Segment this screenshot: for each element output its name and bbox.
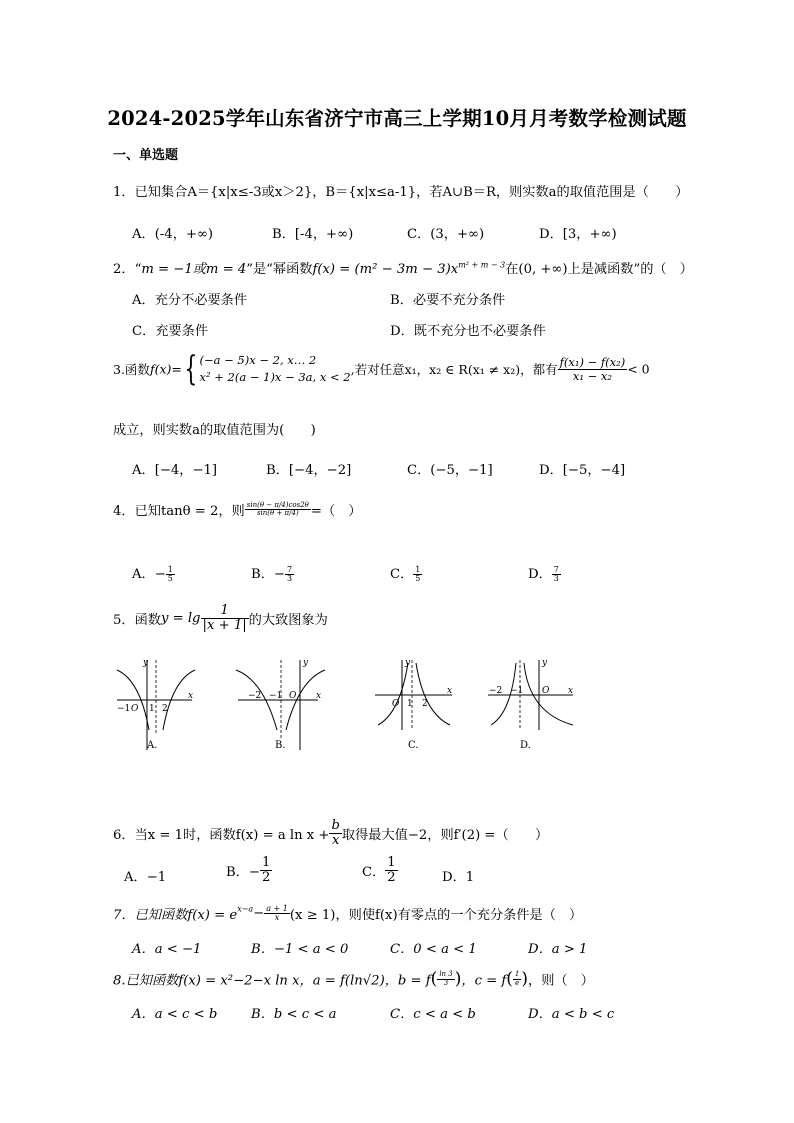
q2-option-b[interactable]: B．必要不充分条件 <box>390 293 506 308</box>
caption: A. <box>147 740 158 751</box>
q2-option-c[interactable]: C．充要条件 <box>132 324 209 339</box>
q4-stem <box>113 500 362 519</box>
q8-stem-d: ，则（ ） <box>528 973 594 989</box>
q3-option-a[interactable]: A．[−4，−1] <box>132 463 218 478</box>
q4-stem-b: =（ ） <box>310 504 362 519</box>
q7-option-b[interactable]: B．−1 < a < 0 <box>251 942 349 957</box>
q5-graph-a[interactable] <box>112 655 202 755</box>
q8-b-num: ln 3 <box>439 970 453 979</box>
frac-den: 3 <box>553 574 559 583</box>
frac-den: 3 <box>286 574 293 583</box>
q2-function: f(x) = (m² − 3m − 3)x <box>312 262 459 277</box>
q4-option-b[interactable] <box>251 563 294 583</box>
q7-minus: − <box>253 906 265 921</box>
q6-frac-den: x <box>331 832 340 848</box>
q6-option-a[interactable]: A．−1 <box>124 870 167 885</box>
q4-option-b-label: B．− <box>251 567 285 582</box>
q4-option-d[interactable] <box>528 563 561 583</box>
q6-option-b[interactable] <box>226 856 272 885</box>
q7-option-d[interactable]: D．a > 1 <box>528 942 588 957</box>
label-2: 2 <box>422 699 428 709</box>
caption: D. <box>520 740 531 751</box>
q4-option-c[interactable] <box>390 563 422 583</box>
q2-stem <box>113 258 693 277</box>
q8-c-den: e <box>515 978 520 987</box>
q5-graph-c[interactable] <box>372 655 462 755</box>
q6-option-c-frac <box>385 856 397 885</box>
q7-option-c[interactable]: C．0 < a < 1 <box>390 942 477 957</box>
label-y: y <box>303 658 309 668</box>
q8-option-a[interactable]: A．a < c < b <box>132 1007 218 1022</box>
q4-fraction <box>245 502 311 518</box>
q3-mid: ,若对任意x₁，x₂ ∈ R(x₁ ≠ x₂)，都有 <box>350 362 558 377</box>
q2-mid: ”是“幂函数 <box>246 262 313 277</box>
q4-option-a-label: A．− <box>132 567 166 582</box>
q2-option-a[interactable]: A．充分不必要条件 <box>132 293 248 308</box>
q5-frac-num: 1 <box>201 604 249 619</box>
label-origin: O <box>542 686 550 696</box>
q3-case-2: x² + 2(a − 1)x − 3a, x < 2 <box>199 370 351 384</box>
frac-num: 1 <box>261 855 271 870</box>
page-title: 2024-2025学年山东省济宁市高三上学期10月月考数学检测试题 <box>107 107 687 130</box>
q3-line2: 成立，则实数a的取值范围为( ) <box>113 423 316 438</box>
label-y: y <box>143 658 149 668</box>
q4-frac-num: sin(θ − π/4)cos2θ <box>246 500 309 509</box>
label-origin: O <box>289 691 297 701</box>
label-neg2: −2 <box>489 686 503 696</box>
label-x: x <box>447 686 453 696</box>
q6-option-b-frac <box>260 856 272 885</box>
q3-stem <box>113 349 650 389</box>
frac-num: 7 <box>553 564 559 574</box>
q2-suffix: 上是减函数”的（ ） <box>567 262 693 277</box>
q3-option-b[interactable]: B．[−4，−2] <box>266 463 352 478</box>
q3-frac-den: x₁ − x₂ <box>572 368 612 383</box>
q3-fx: f(x)= <box>149 361 182 377</box>
q3-cases <box>199 352 350 385</box>
q6-frac-num: b <box>331 818 340 833</box>
label-neg1: −1 <box>117 704 131 714</box>
q6-fraction <box>329 819 341 848</box>
label-origin: O <box>392 699 400 709</box>
q5-expr: y = lg <box>160 610 201 626</box>
curve-right <box>416 663 453 725</box>
q1-option-a[interactable]: A．(-4，+∞) <box>132 227 214 242</box>
q2-exponent: m² + m − 3 <box>458 260 506 270</box>
q6-stem-b: 取得最大值−2，则f′(2) =（ ） <box>341 827 549 843</box>
q4-option-a-frac <box>166 566 175 584</box>
q6-stem <box>113 819 548 848</box>
q2-domain: 在(0, +∞) <box>505 262 568 277</box>
q7-option-a[interactable]: A．a < −1 <box>132 942 202 957</box>
q8-stem-c: ，c = f <box>461 973 507 989</box>
q1-option-b[interactable]: B．[-4，+∞) <box>272 227 354 242</box>
q3-option-d[interactable]: D．[−5，−4] <box>539 463 626 478</box>
q8-stem-a: 8.已知函数f(x) = x²−2−x ln x，a = f(ln√2)，b = f <box>113 973 431 989</box>
label-x: x <box>568 686 574 696</box>
q8-c-num: 1 <box>514 970 520 979</box>
q7-exponent: x−a <box>237 904 254 914</box>
frac-num: 7 <box>286 564 293 574</box>
q6-option-c-label: C． <box>362 864 386 880</box>
label-x: x <box>316 691 322 701</box>
q5-stem-b: 的大致图象为 <box>248 612 328 628</box>
q8-b-fraction <box>437 971 454 987</box>
q5-graph-b[interactable] <box>233 655 328 755</box>
section-heading: 一、单选题 <box>113 148 179 163</box>
label-neg1: −1 <box>510 686 524 696</box>
label-y: y <box>542 658 548 668</box>
q7-stem <box>113 904 582 923</box>
q7-frac-den: x <box>274 913 280 922</box>
q3-brace: { <box>184 349 198 389</box>
q3-case-1: (−a − 5)x − 2, x… 2 <box>199 353 317 368</box>
q4-frac-den: sin(θ + π/4) <box>256 509 299 517</box>
q8-b-den: 3 <box>443 978 449 987</box>
q1-option-c[interactable]: C．(3，+∞) <box>407 227 485 242</box>
label-neg2: −2 <box>248 691 262 701</box>
q6-option-b-label: B．− <box>226 864 260 880</box>
q5-fraction <box>201 604 249 633</box>
label-origin: O <box>131 704 139 714</box>
q1-stem: 1．已知集合A＝{x|x≤-3或x＞2}，B＝{x|x≤a-1}，若A∪B＝R，则实数a的取值范围是（ ） <box>113 185 689 200</box>
frac-den: 5 <box>415 574 421 583</box>
q3-lead: 3.函数 <box>113 362 150 377</box>
q3-tail: < 0 <box>627 361 650 377</box>
q3-fraction <box>558 356 628 381</box>
q7-frac-num: a + 1 <box>266 903 288 913</box>
q3-option-c[interactable]: C．(−5，−1] <box>407 463 493 478</box>
q4-option-c-label: C． <box>390 567 414 582</box>
q6-option-d[interactable]: D．1 <box>442 870 475 885</box>
frac-den: 5 <box>167 574 173 583</box>
frac-num: 1 <box>387 855 396 870</box>
q5-graph-d[interactable] <box>485 655 580 755</box>
label-1: 1 <box>407 699 413 709</box>
q8-stem: 8.已知函数f(x) = x²−2−x ln x，a = f(ln√2)，b = f( $\frac{\ln 3}{3}$ )，c = f( $\frac{1}{e}$ )，则（ ） <box>113 969 594 989</box>
q6-stem-a: 6．当x = 1时，函数f(x) = a ln x + <box>113 827 330 843</box>
label-2: 2 <box>162 704 168 714</box>
q4-stem-a: 4．已知tanθ = 2，则 <box>113 504 245 519</box>
q2-option-d[interactable]: D．既不充分也不必要条件 <box>390 324 546 339</box>
q7-fraction <box>264 905 290 923</box>
q7-stem-b: (x ≥ 1)，则使f(x)有零点的一个充分条件是（ ） <box>289 908 583 923</box>
frac-num: 1 <box>167 564 173 574</box>
q2-prefix: 2．“ <box>113 262 142 277</box>
label-1: 1 <box>149 704 155 714</box>
q8-option-b[interactable]: B．b < c < a <box>251 1007 337 1022</box>
q2-condition: m = −1或m = 4 <box>141 262 247 277</box>
label-neg1: −1 <box>269 691 283 701</box>
label-y: y <box>405 658 411 668</box>
q7-stem-a: 7．已知函数f(x) = e <box>113 908 238 923</box>
q5-stem <box>113 604 328 633</box>
q8-option-c[interactable]: C．c < a < b <box>390 1007 476 1022</box>
q1-option-d[interactable]: D．[3，+∞) <box>539 227 617 242</box>
q8-option-d[interactable]: D．a < b < c <box>528 1007 615 1022</box>
q5-stem-a: 5．函数 <box>113 612 161 628</box>
q4-option-a[interactable] <box>132 563 175 583</box>
caption: C. <box>408 740 419 751</box>
curve-left <box>378 663 408 725</box>
q3-frac-num: f(x₁) − f(x₂) <box>559 355 626 370</box>
frac-num: 1 <box>415 564 421 574</box>
frac-den: 2 <box>261 869 271 885</box>
q6-option-c[interactable] <box>362 856 398 885</box>
q4-option-d-frac <box>552 566 561 584</box>
caption: B. <box>275 740 286 751</box>
q4-option-d-label: D． <box>528 567 552 582</box>
q5-frac-den: |x + 1| <box>202 617 247 633</box>
label-x: x <box>188 691 194 701</box>
frac-den: 2 <box>387 869 396 885</box>
q4-option-b-frac <box>285 566 294 584</box>
q4-option-c-frac <box>413 566 422 584</box>
